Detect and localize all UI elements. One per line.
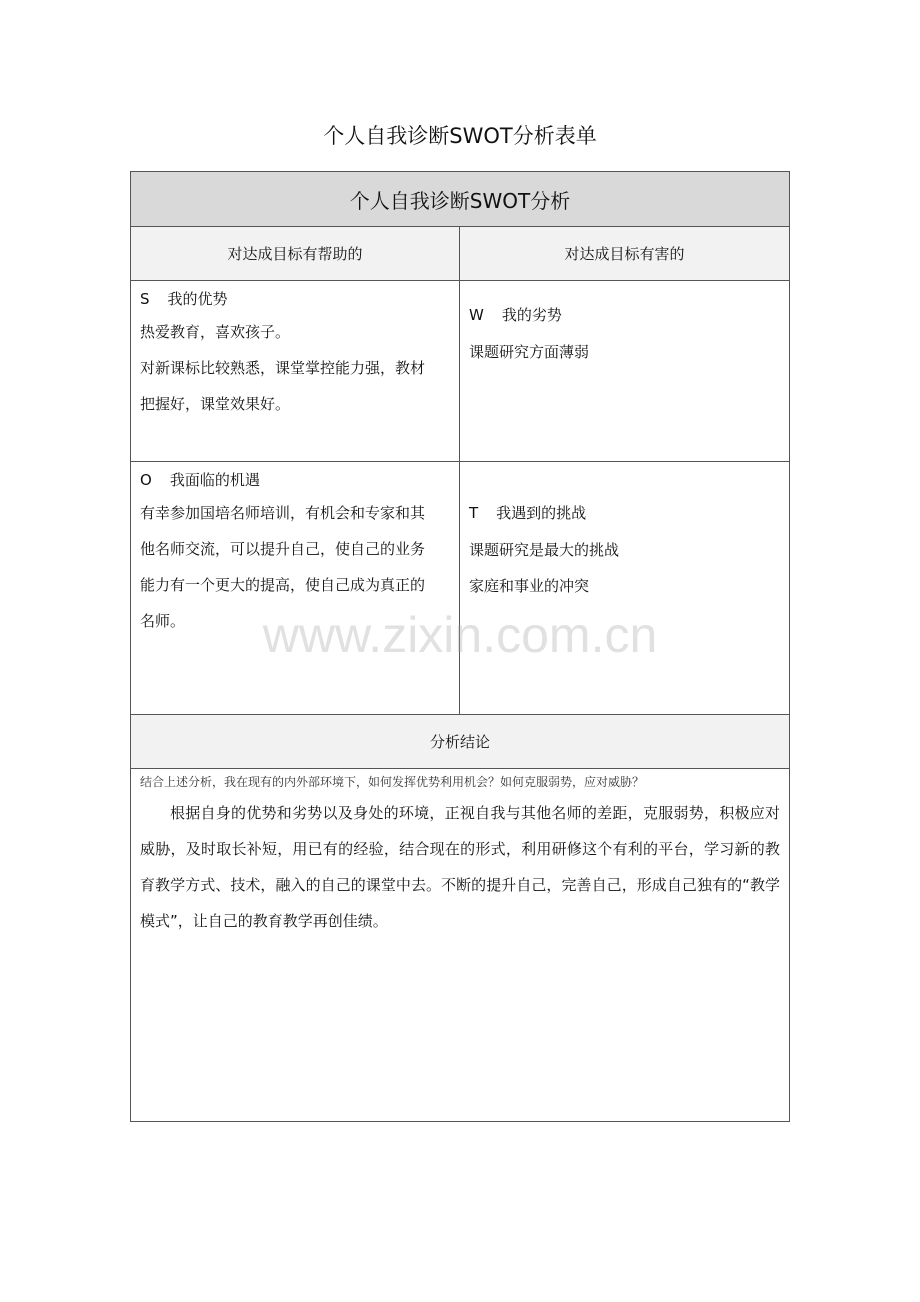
strengths-title: 我的优势 <box>167 290 228 308</box>
weaknesses-cell <box>460 281 790 462</box>
strengths-label <box>140 288 450 310</box>
threats-line: 家庭和事业的冲突 <box>469 577 590 595</box>
weaknesses-line: 课题研究方面薄弱 <box>469 343 590 361</box>
swot-main-header: 个人自我诊断SWOT分析 <box>131 172 790 227</box>
document-title: 个人自我诊断SWOT分析表单 <box>323 124 597 148</box>
threats-label <box>469 502 780 524</box>
weaknesses-label <box>469 304 780 326</box>
conclusion-prompt: 结合上述分析，我在现有的内外部环境下，如何发挥优势利用机会？如何克服弱势，应对威胁？ <box>140 775 645 789</box>
harmful-column-header: 对达成目标有害的 <box>460 227 790 281</box>
opportunities-line: 他名师交流，可以提升自己，使自己的业务 <box>140 540 426 558</box>
threats-line: 课题研究是最大的挑战 <box>469 541 620 559</box>
strengths-cell <box>131 281 460 462</box>
conclusion-text: 根据自身的优势和劣势以及身处的环境，正视自我与其他名师的差距，克服弱势，积极应对威胁，及时取长补短，用已有的经验，结合现在的形式，利用研修这个有利的平台，学习新的教育教学方式、技术，融入的自己的课堂中去。不断的提升自己，完善自己，形成自己独有的“教学模式”，让自己的教育教学再创佳绩。 <box>140 804 780 930</box>
conclusion-cell <box>131 769 790 1122</box>
swot-table <box>130 171 790 1122</box>
opportunities-cell <box>131 462 460 715</box>
opportunities-line: 名师。 <box>140 612 186 630</box>
threats-title: 我遇到的挑战 <box>496 504 587 522</box>
opportunities-line: 能力有一个更大的提高，使自己成为真正的 <box>140 576 426 594</box>
threats-letter: T <box>469 504 479 522</box>
helpful-column-header: 对达成目标有帮助的 <box>131 227 460 281</box>
strengths-line: 对新课标比较熟悉，课堂掌控能力强，教材 <box>140 359 426 377</box>
conclusion-header: 分析结论 <box>131 715 790 769</box>
opportunities-line: 有幸参加国培名师培训，有机会和专家和其 <box>140 504 426 522</box>
opportunities-label <box>140 469 450 491</box>
weaknesses-letter: W <box>469 306 484 324</box>
threats-cell <box>460 462 790 715</box>
strengths-line: 把握好，课堂效果好。 <box>140 395 291 413</box>
strengths-line: 热爱教育，喜欢孩子。 <box>140 323 291 341</box>
opportunities-letter: O <box>140 471 152 489</box>
opportunities-title: 我面临的机遇 <box>169 471 260 489</box>
weaknesses-title: 我的劣势 <box>501 306 562 324</box>
strengths-letter: S <box>140 290 150 308</box>
watermark: www.zixin.com.cn <box>262 607 658 663</box>
